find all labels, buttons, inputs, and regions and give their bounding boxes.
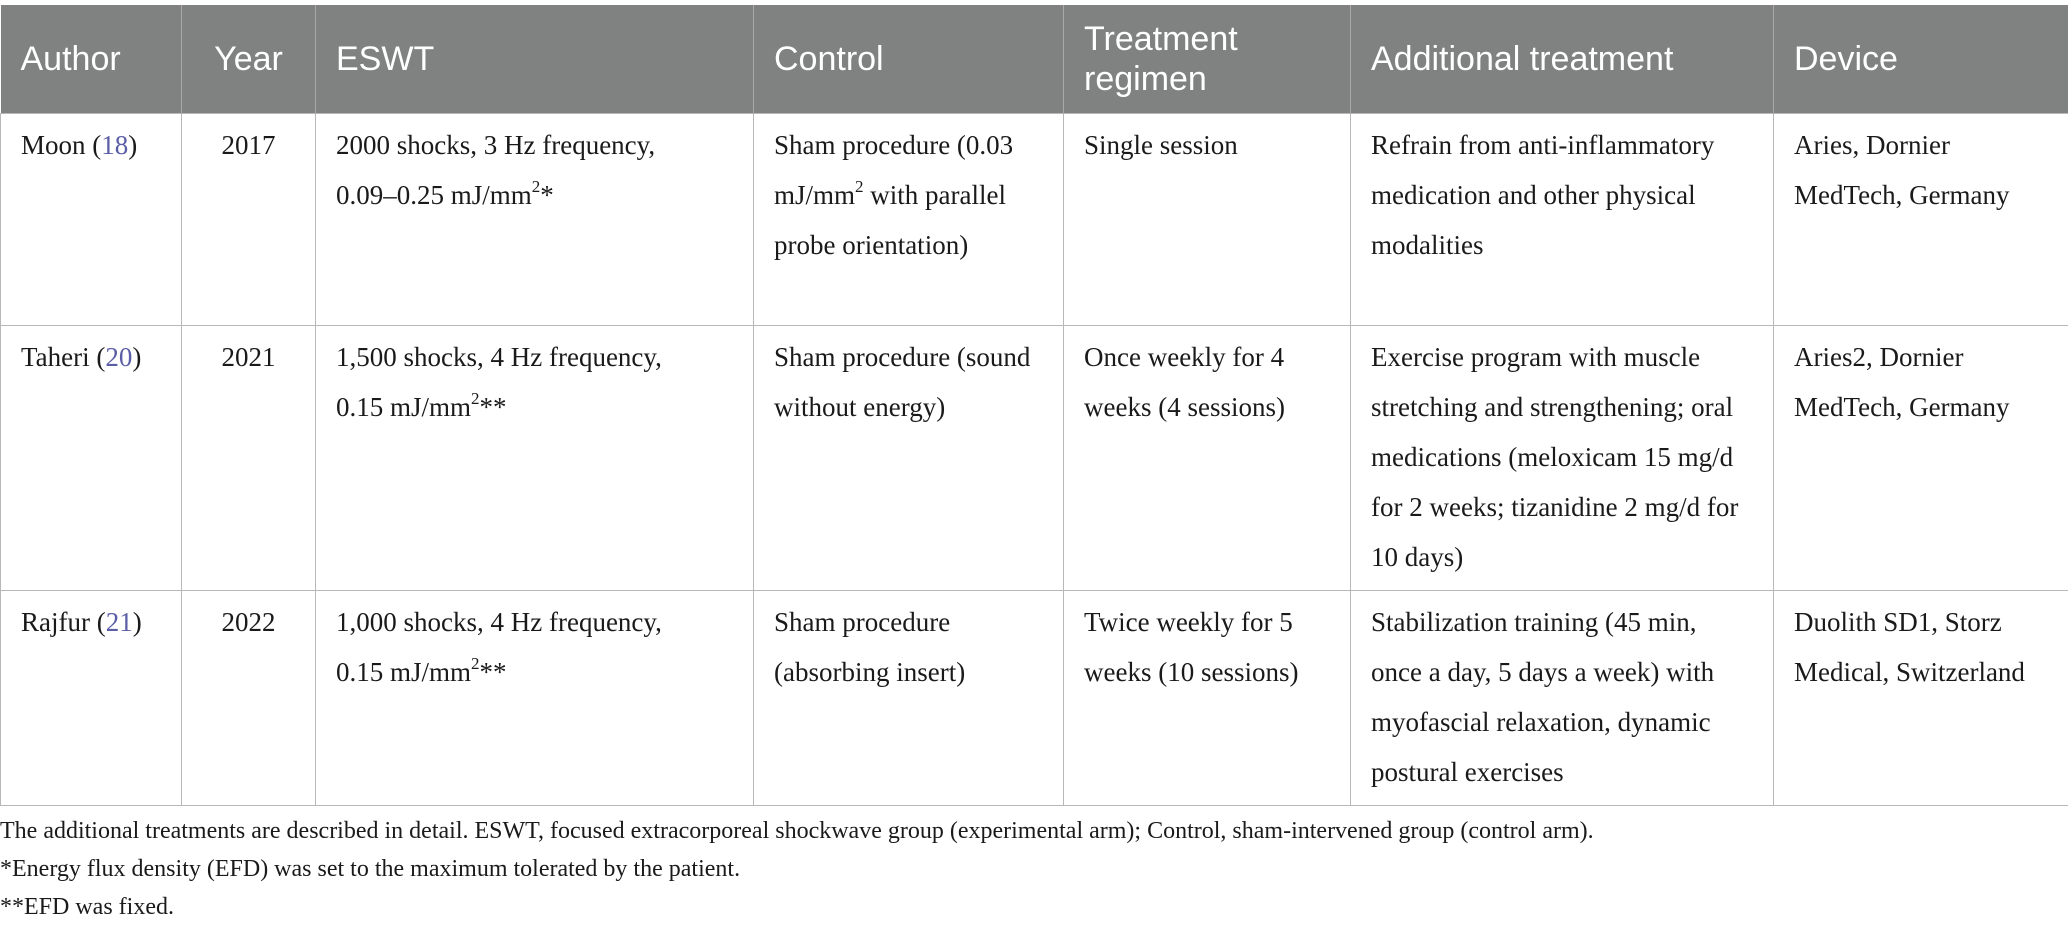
cell-author: Taheri (20) [1, 325, 182, 590]
control-text-tail: with parallel probe orientation) [774, 179, 1006, 260]
header-treatment-regimen: Treatment regimen [1064, 5, 1351, 113]
table-header [1, 5, 2068, 113]
eswt-line2: 0.15 mJ/mm [336, 656, 472, 687]
author-name: Taheri [21, 341, 90, 372]
cell-year: 2017 [182, 113, 316, 325]
cell-treatment-regimen: Single session [1064, 113, 1351, 325]
table-row [1, 590, 2068, 805]
header-control: Control [754, 5, 1064, 113]
header-year: Year [182, 5, 316, 113]
eswt-line2: 0.09–0.25 mJ/mm [336, 179, 532, 210]
cell-control [754, 325, 1064, 590]
study-characteristics-table [0, 5, 2068, 806]
header-row [1, 5, 2068, 113]
cell-eswt [316, 590, 754, 805]
cell-year: 2022 [182, 590, 316, 805]
header-device: Device [1774, 5, 2068, 113]
footnote-single-asterisk: *Energy flux density (EFD) was set to the maximum tolerated by the patient. [0, 856, 741, 882]
cell-device: Duolith SD1, Storz Medical, Switzerland [1774, 590, 2068, 805]
reference-link[interactable]: 18 [101, 129, 129, 160]
cell-control [754, 113, 1064, 325]
cell-additional-treatment: Stabilization training (45 min, once a day, 5 days a week) with myofascial relaxation, dynamic postural exercises [1351, 590, 1774, 805]
table-row [1, 325, 2068, 590]
header-additional-treatment: Additional treatment [1351, 5, 1774, 113]
eswt-footnote-mark: ** [479, 656, 507, 687]
reference-link[interactable]: 21 [105, 606, 133, 637]
cell-eswt [316, 113, 754, 325]
reference-link[interactable]: 20 [105, 341, 133, 372]
author-name: Rajfur [21, 606, 90, 637]
study-table-container [0, 5, 2068, 806]
eswt-footnote-mark: * [540, 179, 554, 210]
eswt-footnote-mark: ** [479, 391, 507, 422]
eswt-line1: 1,000 shocks, 4 Hz frequency, [336, 606, 662, 637]
table-body [1, 113, 2068, 805]
footnote-double-asterisk: **EFD was fixed. [0, 894, 174, 920]
eswt-line1: 1,500 shocks, 4 Hz frequency, [336, 341, 662, 372]
control-text: Sham procedure (0.03 mJ/mm [774, 129, 1014, 210]
cell-treatment-regimen: Twice weekly for 5 weeks (10 sessions) [1064, 590, 1351, 805]
cell-eswt [316, 325, 754, 590]
cell-device: Aries, Dornier MedTech, Germany [1774, 113, 2068, 325]
eswt-superscript: 2 [471, 653, 480, 673]
table-footnotes [0, 812, 2068, 926]
eswt-superscript: 2 [531, 176, 541, 196]
control-text: Sham procedure (sound without energy) [774, 341, 1031, 422]
cell-treatment-regimen: Once weekly for 4 weeks (4 sessions) [1064, 325, 1351, 590]
control-text: Sham procedure (absorbing insert) [774, 606, 966, 687]
header-author: Author [1, 5, 182, 113]
cell-additional-treatment: Exercise program with muscle stretching and strengthening; oral medications (meloxicam 15 mg/d for 2 weeks; tizanidine 2 mg/d for 10 days) [1351, 325, 1774, 590]
eswt-line2: 0.15 mJ/mm [336, 391, 472, 422]
header-eswt: ESWT [316, 5, 754, 113]
cell-additional-treatment: Refrain from anti-inflammatory medication and other physical modalities [1351, 113, 1774, 325]
author-name: Moon [21, 129, 86, 160]
footnote-description: The additional treatments are described in detail. ESWT, focused extracorporeal shockwave group (experimental arm); Control, sham-intervened group (control arm). [0, 818, 1594, 844]
control-superscript: 2 [855, 176, 864, 196]
eswt-superscript: 2 [471, 388, 480, 408]
table-row [1, 113, 2068, 325]
eswt-line1: 2000 shocks, 3 Hz frequency, [336, 129, 656, 160]
cell-year: 2021 [182, 325, 316, 590]
cell-author: Moon (18) [1, 113, 182, 325]
cell-author: Rajfur (21) [1, 590, 182, 805]
cell-control [754, 590, 1064, 805]
cell-device: Aries2, Dornier MedTech, Germany [1774, 325, 2068, 590]
